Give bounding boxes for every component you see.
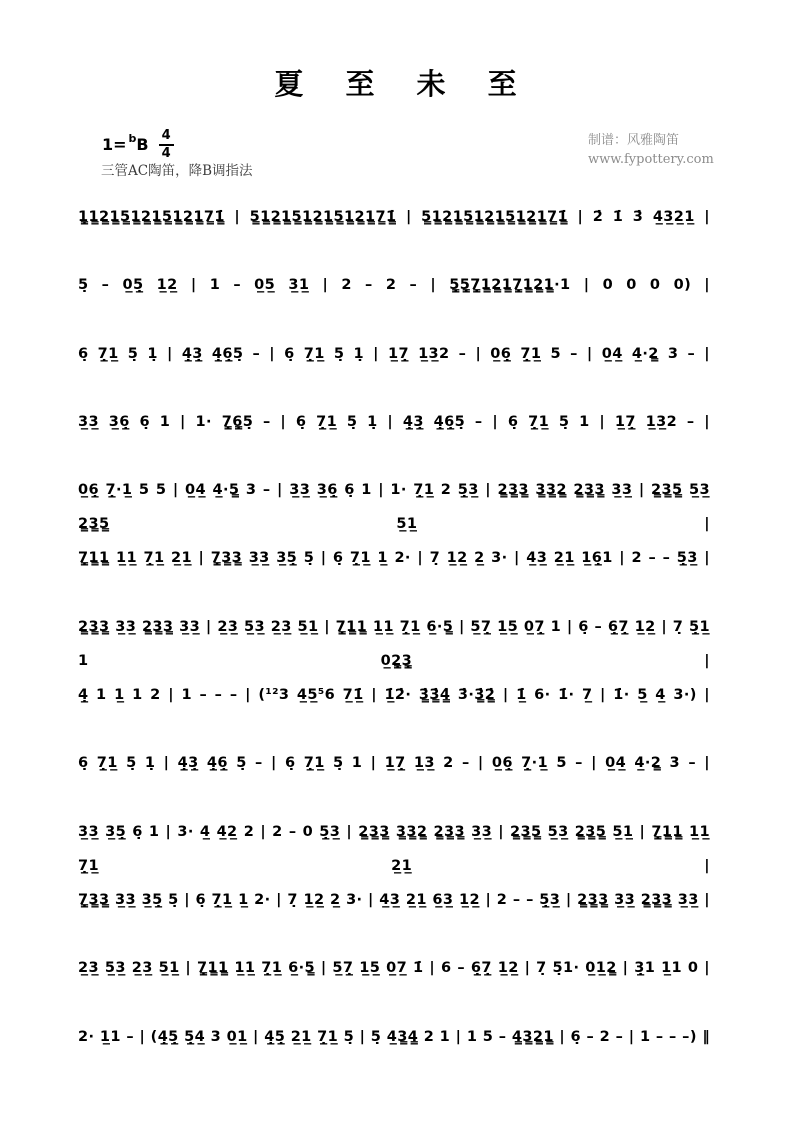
key-signature <box>102 129 174 160</box>
instrument-note: 三管AC陶笛，降B调指法 <box>101 163 253 179</box>
credit-block <box>588 131 714 169</box>
score-line-1: 1̳̣1̳2̳1̳5̳1̳2̳1̳5̳1̳2̳1̳7̳1̳̇ | 5̳1̳2̳1̳5̳1̳2̳1̳5̳1̳2̳1̳7̳1̳̇ | 5̳1̳2̳1̳5̳1̳2̳1̳5̳1̳2̳1̳7̳1̳̇ | 2̇ 1̇ 3̇ 4̲3̲2̲1̲ | <box>78 209 710 225</box>
score-line-5: 0̲6̲̣ 7̲̣·1̲ 5 5 | 0̲4̲ 4̲·5̳ 3 – | 3̲3̲ 3̲6̲̣ 6̣ 1 | 1· 7̲̣1̲ 2 5̲̣3̲ | 2̳3̳3̳ 3̳3̳2̳ 2̳3̳3̳ 3̲3̲ | 2̳3̳5̳ 5̲3̲ 2̳3̳5̳ 5̲1̲ | <box>78 482 710 533</box>
score-line-12: 2̲3̲ 5̲3̲ 2̲3̲ 5̲1̲ | 7̳̣1̳1̳ 1̲1̲ 7̲̣1̲ 6̲·5̳ | 5̲7̲̣ 1̲5̲ 0̲7̲ 1̇ | 6 – 6̲̣7̲̣ 1̲2̲ | 7̣ 5̣1· 0̲1̲2̳ | 3̲̣1 1̲1 0 | <box>78 960 710 977</box>
score-line-8: 4̲̣ 1 1̲ 1 2 | 1 – – – | (¹²3 4̲5̲⁵6 7̲1̲̇ | 1̲̇2̇· 3̳̇3̳̇4̳̇ 3̇·3̳̇2̳̇ | 1̲̇ 6· 1̇· 7̲ | 1̇· 5̲ 4̲ 3·) | <box>78 687 710 704</box>
flat-symbol: b <box>128 132 137 146</box>
time-signature-numerator: 4 <box>159 129 174 146</box>
time-signature <box>159 129 174 160</box>
score-line-7: 2̳3̳3̳ 3̲3̲ 2̳3̳3̳ 3̲3̲ | 2̲3̲ 5̲3̲ 2̲3̲ 5̲1̲ | 7̳̣1̳1̳ 1̲1̲ 7̲̣1̲ 6̲·5̳ | 5̲7̲̣ 1̲5̲ 0̲7̲̣ 1 | 6̣ – 6̲̣7̲̣ 1̲2̲ | 7̣ 5̲̣1̲ 1 0̲2̳̣3̳̣ | <box>78 618 710 669</box>
page-title: 夏 至 未 至 <box>274 67 518 101</box>
score-line-2: 5̣ – 0̲5̲̣ 1̲2̲ | 1 – 0̲5̲ 3̲1̲ | 2 – 2 – | 5̳̣5̳̣7̳̣1̳2̳1̳7̳̣1̳2̳1̳·1 | 0 0 0 0) | <box>78 277 710 294</box>
score-line-4: 3̲3̲ 3̲6̲̣ 6̣ 1 | 1· 7̳̣6̳̣5̣ – | 6̣ 7̲̣1̲ 5̣ 1̣ | 4̲̣3̲̣ 4̲̣6̲̣5̣ – | 6̣ 7̲̣1̲ 5̣ 1 | 1̲7̲̣ 1̲3̲2 – | <box>78 413 710 430</box>
score-line-13: 2· 1̲1 – | (4̲̣5̲̣ 5̲̣4̲ 3 0̲1̲ | 4̲̣5̲̣ 2̲1̲ 7̲̣1̲ 5̣ | 5̣ 4̲3̳4̳ 2 1 | 1 5 – 4̳3̳2̳1̳ | 6̣ – 2 – | 1 – – –) ‖ <box>78 1028 710 1045</box>
score-line-10: 3̲3̲ 3̲5̲̣ 6̣ 1 | 3· 4̲ 4̲2̲ 2 | 2 – 0 5̲̣3̲ | 2̳3̳3̳ 3̳3̳2̳ 2̳3̳3̳ 3̲3̲ | 2̳3̳5̳ 5̲3̲ 2̳3̳5̳ 5̲1̲ | 7̳̣1̳1̳ 1̲1̲ 7̲̣1̲ 2̲1̲ | <box>78 823 710 874</box>
score <box>78 200 710 1088</box>
key-prefix: 1= <box>102 135 127 155</box>
score-line-9: 6̣ 7̲̣1̲ 5̣ 1̣ | 4̲̣3̲̣ 4̲̣6̲̣ 5̣ – | 6̣ 7̲̣1̲ 5̣ 1 | 1̲7̲̣ 1̲3̲ 2 – | 0̲6̲̣ 7̲̣·1̲ 5 – | 0̲4̲ 4̲·2̳ 3 – | <box>78 755 710 772</box>
score-line-11: 7̳̣3̳3̳ 3̲3̲ 3̲5̲̣ 5̣ | 6̣ 7̲̣1̲ 1̲ 2· | 7̣ 1̲2̲ 2̲ 3· | 4̲3̲ 2̲1̲ 6̲3̲ 1̲2̲ | 2 – – 5̲̣3̲ | 2̳3̳3̳ 3̲3̲ 2̳3̳3̳ 3̲3̲ | <box>78 891 710 908</box>
key-letter: B <box>136 135 149 155</box>
score-line-6: 7̳̣1̳1̳ 1̲1̲ 7̲̣1̲ 2̲1̲ | 7̳̣3̳3̳ 3̲3̲ 3̲5̲̣ 5̣ | 6̣ 7̲̣1̲ 1̲ 2· | 7̣ 1̲2̲ 2̲ 3· | 4̲3̲ 2̲1̲ 1̲6̲̣1 | 2 – – 5̲̣3̲ | <box>78 550 710 567</box>
credit-arranger: 制谱：风雅陶笛 <box>588 133 680 148</box>
score-line-3: 6̣ 7̲̣1̲ 5̣ 1̣ | 4̲̣3̲̣ 4̲̣6̲̣5̣ – | 6̣ 7̲̣1̲ 5̣ 1̣ | 1̲7̲̣ 1̲3̲2 – | 0̲6̲̣ 7̲̣1̲ 5 – | 0̲4̲ 4̲·2̳ 3 – | <box>78 345 710 362</box>
time-signature-denominator: 4 <box>161 145 171 161</box>
credit-website: www.fypottery.com <box>588 152 714 167</box>
